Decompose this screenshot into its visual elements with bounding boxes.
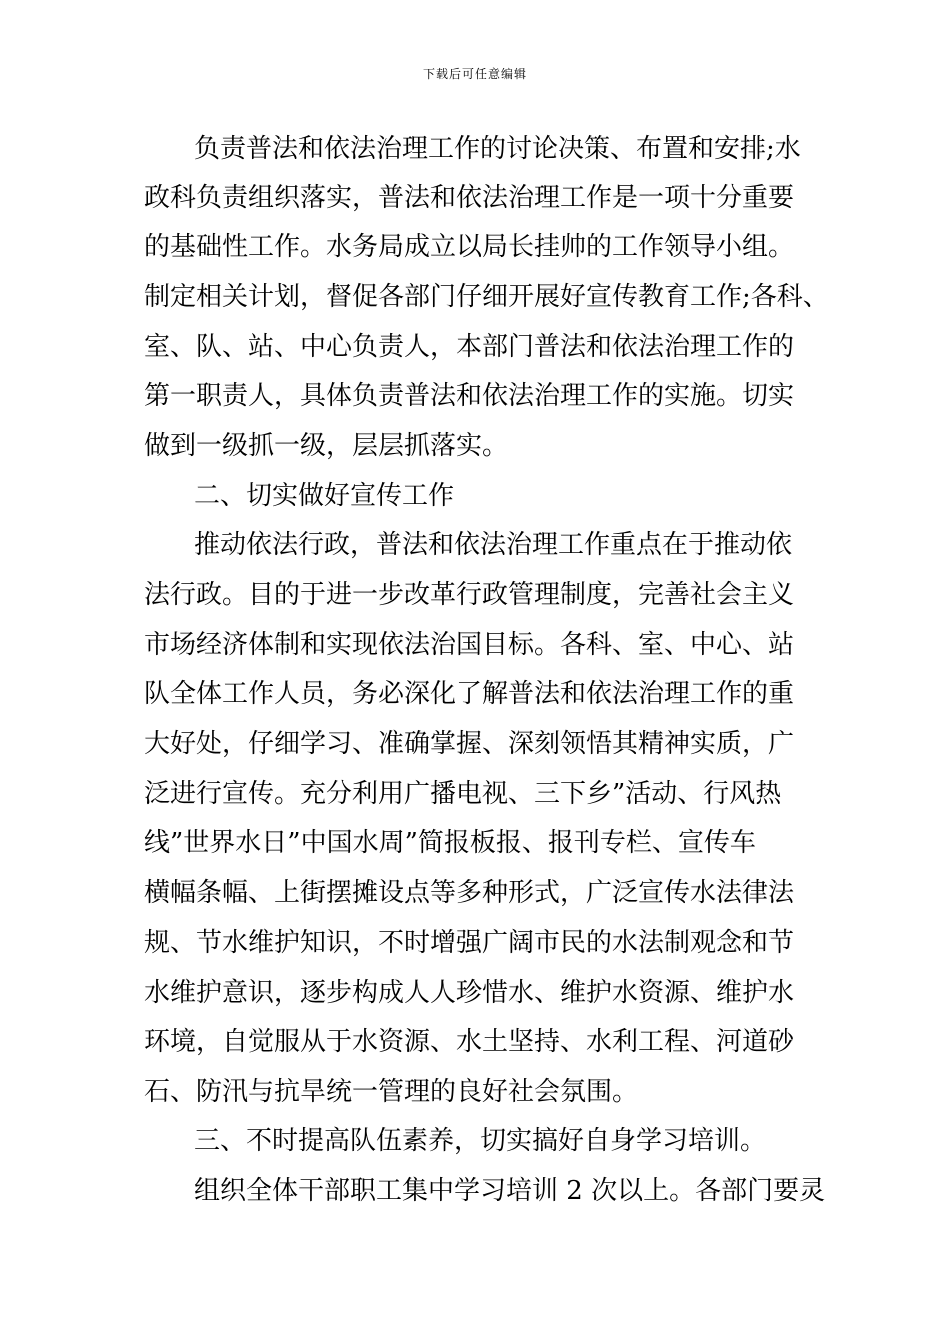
paragraph-line: 市场经济体制和实现依法治国目标。各科、室、中心、站: [144, 630, 795, 660]
section-heading: 二、切实做好宣传工作: [194, 481, 455, 511]
paragraph-line: 室、队、站、中心负责人，本部门普法和依法治理工作的: [144, 332, 795, 362]
paragraph-line: 的基础性工作。水务局成立以局长挂帅的工作领导小组。: [144, 232, 795, 262]
paragraph-line: 环境，自觉服从于水资源、水土坚持、水利工程、河道砂: [144, 1027, 795, 1057]
paragraph-line: 制定相关计划，督促各部门仔细开展好宣传教育工作;各科、: [144, 282, 829, 312]
paragraph-line: 石、防汛与抗旱统一管理的良好社会氛围。: [144, 1077, 639, 1107]
paragraph-line: 大好处，仔细学习、准确掌握、深刻领悟其精神实质，广: [144, 729, 795, 759]
paragraph-line: 组织全体干部职工集中学习培训 2 次以上。各部门要灵: [194, 1176, 826, 1206]
paragraph-line: 横幅条幅、上街摆摊设点等多种形式，广泛宣传水法律法: [144, 878, 795, 908]
paragraph-line: 政科负责组织落实，普法和依法治理工作是一项十分重要: [144, 183, 795, 213]
paragraph-line: 法行政。目的于进一步改革行政管理制度，完善社会主义: [144, 580, 795, 610]
paragraph-line: 队全体工作人员，务必深化了解普法和依法治理工作的重: [144, 679, 795, 709]
paragraph-line: 规、节水维护知识，不时增强广阔市民的水法制观念和节: [144, 928, 795, 958]
paragraph-line: 第一职责人，具体负责普法和依法治理工作的实施。切实: [144, 381, 795, 411]
section-heading: 三、不时提高队伍素养，切实搞好自身学习培训。: [194, 1126, 767, 1156]
paragraph-line: 做到一级抓一级，层层抓落实。: [144, 431, 509, 461]
page-header: 下载后可任意编辑: [422, 67, 527, 81]
paragraph-line: 线”世界水日”中国水周”简报板报、报刊专栏、宣传车: [144, 828, 756, 858]
paragraph-line: 负责普法和依法治理工作的讨论决策、布置和安排;水: [194, 134, 801, 164]
paragraph-line: 推动依法行政，普法和依法治理工作重点在于推动依: [194, 530, 793, 560]
paragraph-line: 泛进行宣传。充分利用广播电视、三下乡”活动、行风热: [144, 779, 782, 809]
paragraph-line: 水维护意识，逐步构成人人珍惜水、维护水资源、维护水: [144, 978, 795, 1008]
